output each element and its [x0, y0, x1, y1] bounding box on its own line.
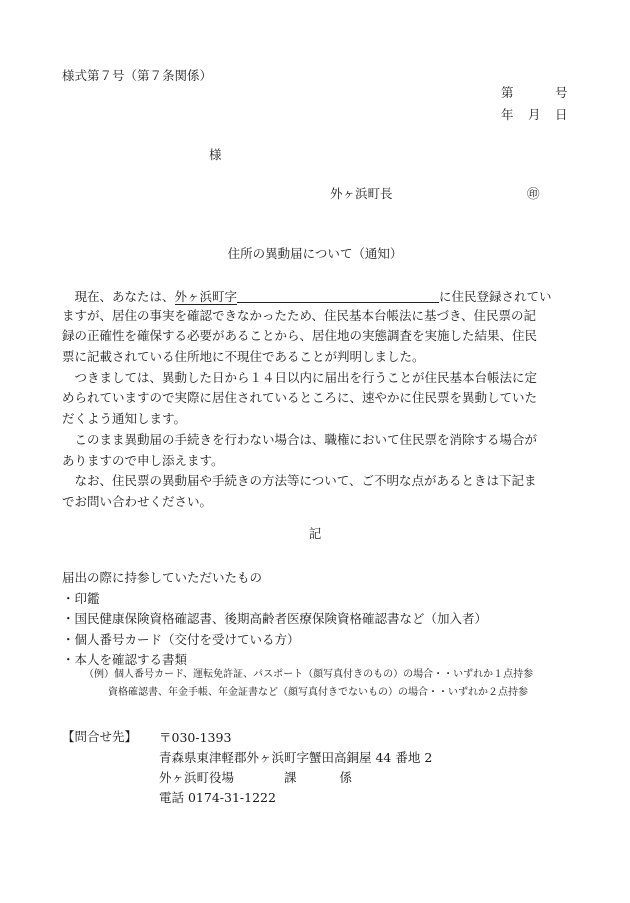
number-suffix: 号: [555, 85, 568, 100]
contact-office: 外ヶ浜町役場: [159, 770, 235, 785]
body-line: ありますので申し添えます。: [62, 452, 224, 468]
items-heading: 届出の際に持参していただいたもの: [62, 570, 263, 585]
date-year: 年: [501, 107, 514, 122]
contact-label: 【問合せ先】: [62, 729, 138, 744]
contact-postal: 〒030-1393: [159, 730, 232, 745]
body-line: でお問い合わせください。: [62, 493, 213, 509]
contact-address: 青森県東津軽郡外ヶ浜町字蟹田高銅屋 44 番地 2: [159, 750, 433, 765]
list-item: ・国民健康保険資格確認書、後期高齢者医療保険資格確認書など（加入者）: [62, 611, 488, 626]
list-item: ・本人を確認する書類: [62, 652, 188, 667]
body-line: 票に記載されている住所地に不現住であることが判明しました。: [62, 349, 425, 365]
body-line: ますが、居住の事実を確認できなかったため、住民基本台帳法に基づき、住民票の記: [62, 307, 537, 323]
items-list: [62, 568, 487, 671]
contact-phone: 電話 0174-31-1222: [159, 790, 276, 805]
notice-body: [62, 285, 570, 513]
body-line: だくよう通知します。: [62, 411, 187, 427]
body-p1-town: 外ヶ浜町字: [174, 289, 238, 304]
address-blank: [237, 287, 439, 303]
sender-name: 外ヶ浜町長: [330, 186, 393, 201]
addressee-suffix: 様: [209, 147, 222, 162]
contact-section: 課: [284, 770, 297, 785]
form-label: 様式第７号（第７条関係）: [62, 68, 213, 83]
body-line: つきましては、異動した日から１４日以内に届出を行うことが住民基本台帳法に定: [74, 369, 538, 385]
body-line: 録の正確性を確保する必要があることから、居住地の実態調査を実施した結果、住民: [62, 328, 538, 344]
id-example-photo: （例）個人番号カード、運転免許証、パスポート（顔写真付きのもの）の場合・・いずれか１点持参: [84, 669, 534, 680]
date-day: 日: [555, 107, 568, 122]
document-title: 住所の異動届について（通知）: [227, 246, 403, 261]
list-item: ・個人番号カード（交付を受けている方）: [62, 631, 300, 647]
id-example-nophoto: 資格確認書、年金手帳、年金証書など（顔写真付きでないもの）の場合・・いずれか２点持参: [108, 687, 528, 698]
contact-info: [159, 728, 432, 808]
date-month: 月: [528, 107, 541, 122]
body-line: なお、住民票の異動届や手続きの方法等について、ご不明な点があるときは下記ま: [74, 473, 537, 489]
list-item: ・印鑑: [62, 590, 100, 606]
body-p1-suffix: に住民登録されてい: [439, 289, 552, 304]
body-p1-prefix: 現在、あなたは、: [74, 289, 175, 304]
ki-heading: 記: [308, 526, 322, 541]
contact-staff: 係: [339, 770, 353, 785]
body-line: められていますので実際に居住されているところに、速やかに住民票を異動していた: [62, 390, 538, 406]
number-prefix: 第: [501, 85, 514, 100]
seal-mark: ㊞: [527, 186, 540, 201]
body-line: このまま異動届の手続きを行わない場合は、職権において住民票を消除する場合が: [74, 431, 538, 447]
